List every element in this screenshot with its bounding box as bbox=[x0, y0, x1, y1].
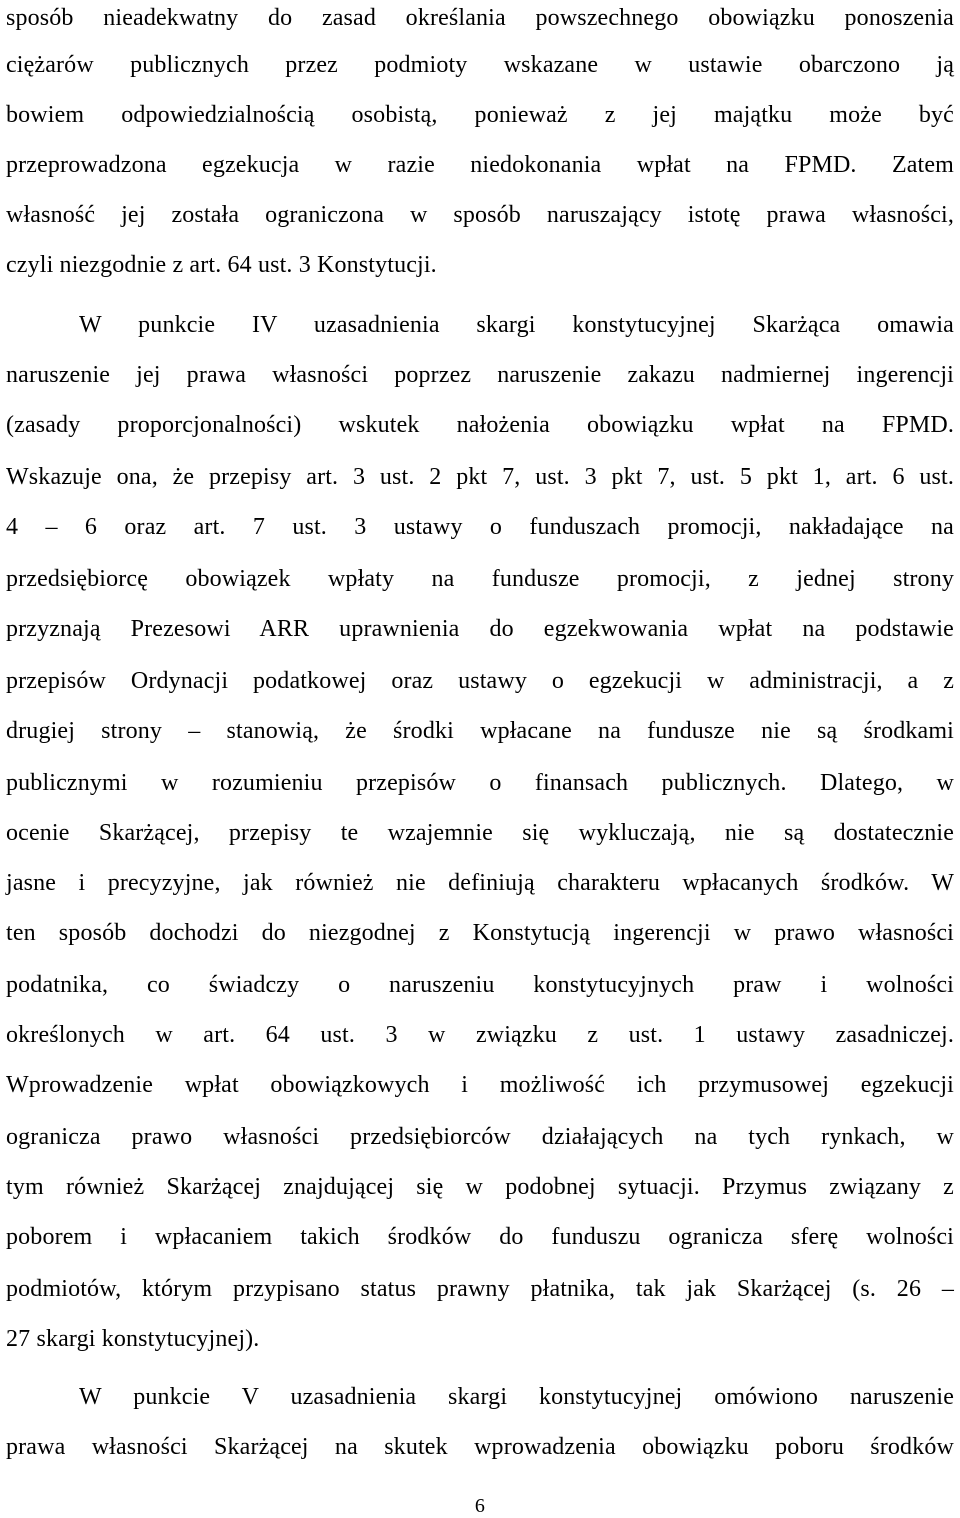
text-line: jasne i precyzyjne, jak również nie definiują charakteru wpłacanych środków. W bbox=[6, 870, 954, 896]
text-line: przedsiębiorcę obowiązek wpłaty na fundusze promocji, z jednej strony bbox=[6, 566, 954, 592]
page-number: 6 bbox=[474, 1495, 486, 1517]
text-line: (zasady proporcjonalności) wskutek nałożenia obowiązku wpłat na FPMD. bbox=[6, 412, 954, 438]
text-line: publicznymi w rozumieniu przepisów o finansach publicznych. Dlatego, w bbox=[6, 770, 954, 796]
text-line: W punkcie IV uzasadnienia skargi konstytucyjnej Skarżąca omawia bbox=[79, 312, 954, 338]
text-line: Wprowadzenie wpłat obowiązkowych i możliwość ich przymusowej egzekucji bbox=[6, 1072, 954, 1098]
text-line: własność jej została ograniczona w sposób naruszający istotę prawa własności, bbox=[6, 202, 954, 228]
text-line: ocenie Skarżącej, przepisy te wzajemnie się wykluczają, nie są dostatecznie bbox=[6, 820, 954, 846]
text-line: naruszenie jej prawa własności poprzez naruszenie zakazu nadmiernej ingerencji bbox=[6, 362, 954, 388]
text-line: bowiem odpowiedzialnością osobistą, ponieważ z jej majątku może być bbox=[6, 102, 954, 128]
text-line: poborem i wpłacaniem takich środków do funduszu ogranicza sferę wolności bbox=[6, 1224, 954, 1250]
text-line: ten sposób dochodzi do niezgodnej z Konstytucją ingerencji w prawo własności bbox=[6, 920, 954, 946]
text-line: drugiej strony – stanowią, że środki wpłacane na fundusze nie są środkami bbox=[6, 718, 954, 744]
text-line: prawa własności Skarżącej na skutek wprowadzenia obowiązku poboru środków bbox=[6, 1434, 954, 1460]
text-line: przeprowadzona egzekucja w razie niedokonania wpłat na FPMD. Zatem bbox=[6, 152, 954, 178]
text-line: przyznają Prezesowi ARR uprawnienia do egzekwowania wpłat na podstawie bbox=[6, 616, 954, 642]
text-line: ciężarów publicznych przez podmioty wskazane w ustawie obarczono ją bbox=[6, 52, 954, 78]
text-line: Wskazuje ona, że przepisy art. 3 ust. 2 pkt 7, ust. 3 pkt 7, ust. 5 pkt 1, art. 6 ust. bbox=[6, 464, 954, 490]
text-line: przepisów Ordynacji podatkowej oraz ustawy o egzekucji w administracji, a z bbox=[6, 668, 954, 694]
text-line: sposób nieadekwatny do zasad określania powszechnego obowiązku ponoszenia bbox=[6, 5, 954, 31]
text-line: podatnika, co świadczy o naruszeniu konstytucyjnych praw i wolności bbox=[6, 972, 954, 998]
text-line: czyli niezgodnie z art. 64 ust. 3 Konstytucji. bbox=[6, 252, 437, 278]
text-line: podmiotów, którym przypisano status prawny płatnika, tak jak Skarżącej (s. 26 – bbox=[6, 1276, 954, 1302]
text-line: tym również Skarżącej znajdującej się w podobnej sytuacji. Przymus związany z bbox=[6, 1174, 954, 1200]
text-line: określonych w art. 64 ust. 3 w związku z ust. 1 ustawy zasadniczej. bbox=[6, 1022, 954, 1048]
text-line: 27 skargi konstytucyjnej). bbox=[6, 1326, 260, 1352]
text-line: ogranicza prawo własności przedsiębiorców działających na tych rynkach, w bbox=[6, 1124, 954, 1150]
text-line: W punkcie V uzasadnienia skargi konstytucyjnej omówiono naruszenie bbox=[79, 1384, 954, 1410]
text-line: 4 – 6 oraz art. 7 ust. 3 ustawy o funduszach promocji, nakładające na bbox=[6, 514, 954, 540]
